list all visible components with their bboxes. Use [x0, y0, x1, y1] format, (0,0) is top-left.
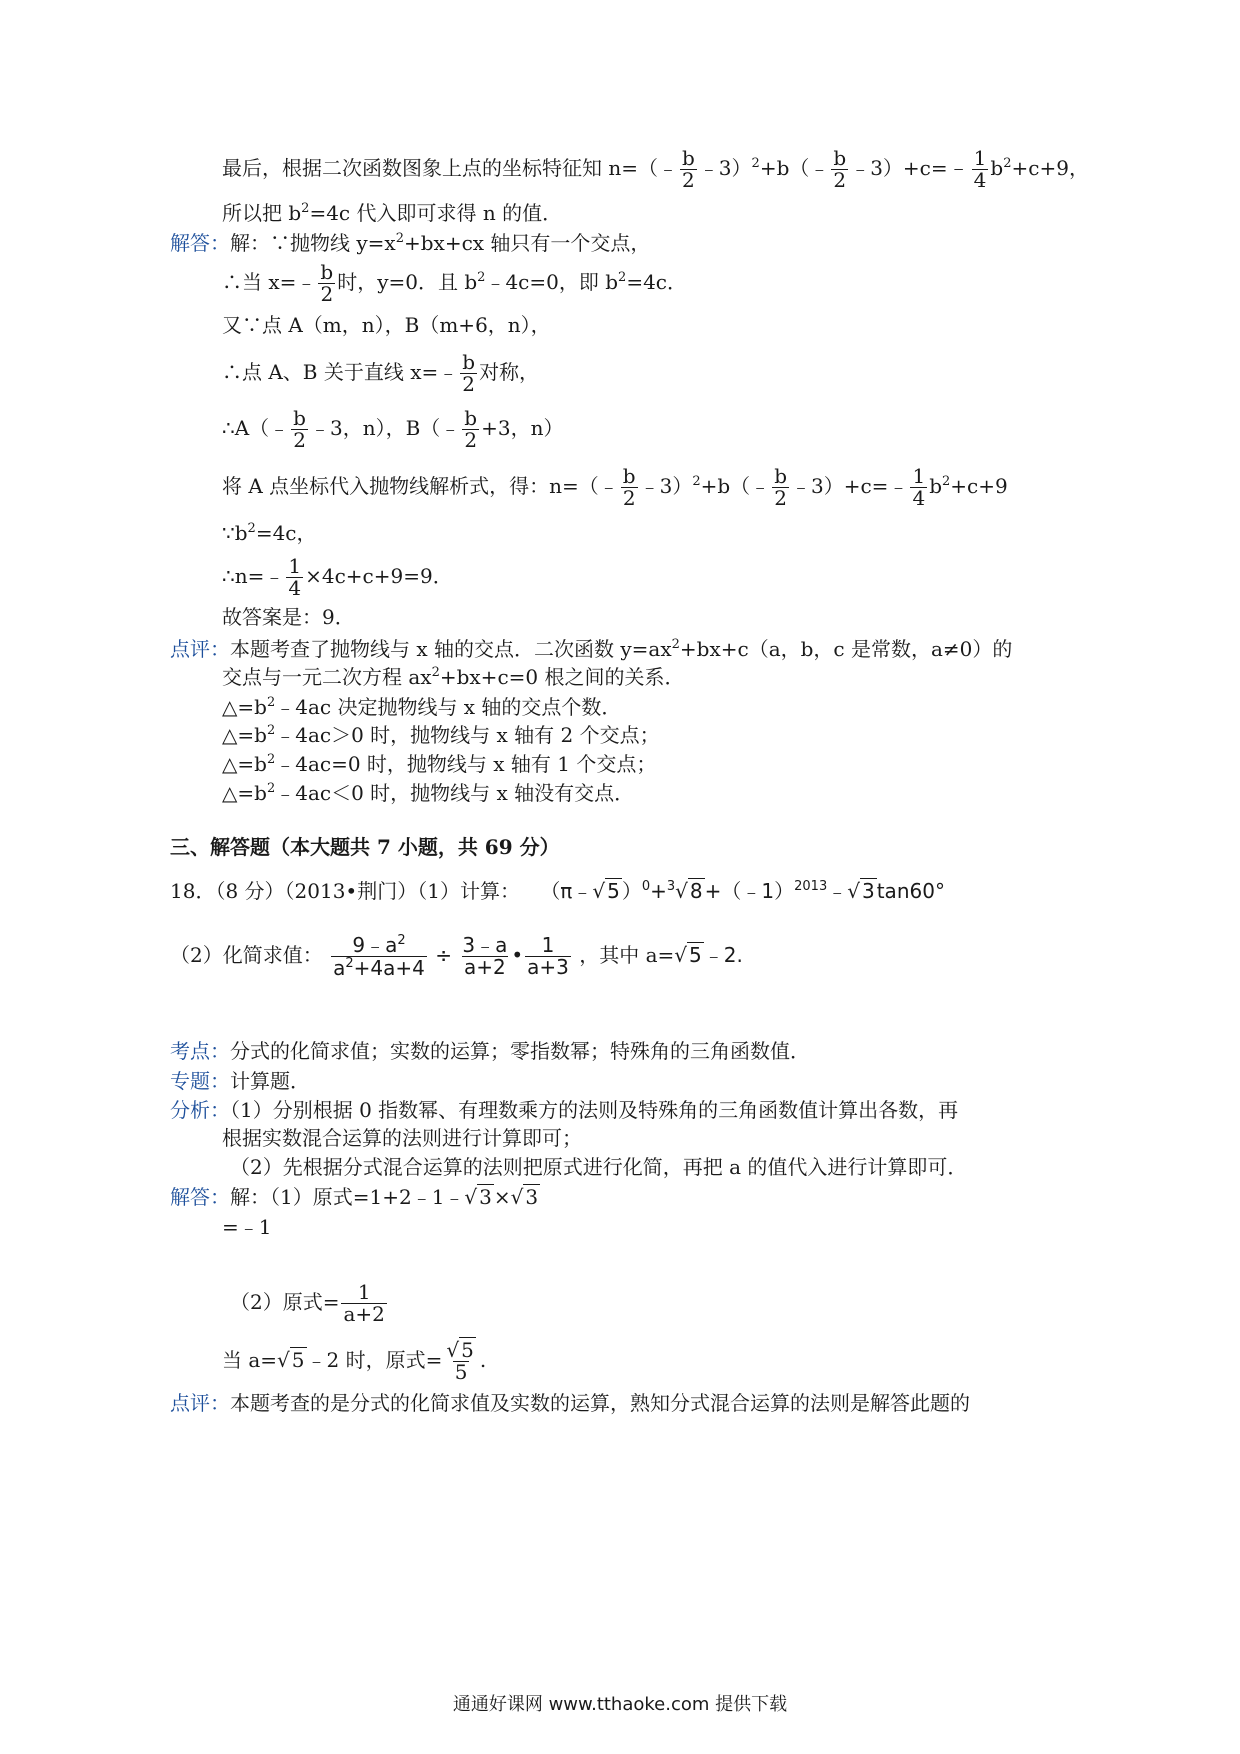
comment-label: 点评： — [170, 637, 230, 661]
analysis-line-1: 分析：（1）分别根据 0 指数幂、有理数乘方的法则及特殊角的三角函数值计算出各数，再 — [170, 1098, 959, 1122]
analysis-line-2: 根据实数混合运算的法则进行计算即可； — [222, 1126, 582, 1150]
solution-line-7: $\because b^2=4c$， — [222, 521, 317, 545]
question-18-part-1: 18．（8 分）（2013•荆门）（1）计算： （π﹣√ 5 ）$^0$+$^3$√ 8 +（﹣1）$^{2013}$﹣√ 3 tan60° — [170, 879, 945, 903]
solution-line-5: ∴A（﹣ $\frac{b}{2}$ ﹣3，n），B（﹣ $\frac{b}{2}$ +3，n） — [222, 406, 564, 452]
comment-line-3: $\triangle=b^2﹣4ac$ 决定抛物线与 x 轴的交点个数． — [222, 695, 622, 719]
analysis-line-3: （2）先根据分式混合运算的法则把原式进行化简，再把 a 的值代入进行计算即可． — [230, 1155, 968, 1179]
prev-line-1: 最后，根据二次函数图象上点的坐标特征知 n=（﹣ $\frac{b}{2}$ ﹣3）$^2$+b（﹣ $\frac{b}{2}$ ﹣3）+c=﹣ $\frac{1}{4}$ $b^2+c+9$， — [222, 146, 1089, 192]
solution-line-2: ∴当 x=﹣ $\frac{b}{2}$ 时，y=0．且 $b^2﹣4c=0$，即 $b^2=4c$． — [222, 260, 687, 306]
answer-line-4: 当 a=√ 5 ﹣2 时，原式= $\frac{√ 5}{5}$ . — [222, 1338, 487, 1384]
solution-line-4: ∴点 A、B 关于直线 x=﹣ $\frac{b}{2}$ 对称， — [222, 350, 540, 396]
comment-line-4: $\triangle=b^2﹣4ac>0$ 时，抛物线与 x 轴有 2 个交点； — [222, 723, 660, 747]
solution-line-6: 将 A 点坐标代入抛物线解析式，得：n=（﹣ $\frac{b}{2}$ ﹣3）$^2$+b（﹣ $\frac{b}{2}$ ﹣3）+c=﹣ $\frac{1}{4}$ $b^2+c+9$ — [222, 464, 1008, 510]
comment-final: 点评：本题考查的是分式的化简求值及实数的运算，熟知分式混合运算的法则是解答此题的 — [170, 1391, 970, 1415]
comment-line-5: $\triangle=b^2﹣4ac=0$ 时，抛物线与 x 轴有 1 个交点； — [222, 752, 657, 776]
answer-line-1: 解答：解：（1）原式=1+2﹣1﹣√ 3 ×√ 3 — [170, 1185, 539, 1209]
topic: 专题：计算题． — [170, 1069, 310, 1093]
prev-line-2: 所以把 $b^2=4c$ 代入即可求得 n 的值． — [222, 201, 563, 225]
solution-line-9: 故答案是：9． — [222, 605, 355, 629]
solution-line-8: ∴n=﹣ $\frac{1}{4}$ ×4c+c+9=9． — [222, 554, 453, 600]
solution-label: 解答： — [170, 231, 230, 255]
answer-line-2: =﹣1 — [222, 1215, 272, 1239]
comment-line-1: 点评：本题考查了抛物线与 x 轴的交点．二次函数 $y=ax^2+bx+c(a$，b，c 是常数，a≠0）的 — [170, 637, 1013, 661]
section-title: 三、解答题（本大题共 7 小题，共 69 分） — [170, 835, 560, 859]
comment-line-2: 交点与一元二次方程 $ax^2+bx+c=0$ 根之间的关系． — [222, 665, 685, 689]
comment-line-6: $\triangle=b^2﹣4ac<0$ 时，抛物线与 x 轴没有交点． — [222, 781, 635, 805]
solution-line-1: 解答：解：∵抛物线 $y=x^2+bx+cx$ 轴只有一个交点， — [170, 231, 651, 255]
page-footer: 通通好课网 www.tthaoke.com 提供下载 — [452, 1694, 788, 1715]
question-18-part-2: （2）化简求值： $\frac{9﹣a^2}{a^2+4a+4}$ ÷ $\frac{3﹣a}{a+2}$ • $\frac{1}{a+3}$ ，其中 a=√ 5 ﹣2. — [170, 933, 743, 980]
knowledge-point: 考点：分式的化简求值；实数的运算；零指数幂；特殊角的三角函数值． — [170, 1039, 810, 1063]
answer-line-3: （2）原式= $\frac{1}{a+2}$ — [230, 1280, 385, 1326]
solution-line-3: 又∵点 A（m，n），B（m+6，n）， — [222, 313, 551, 337]
